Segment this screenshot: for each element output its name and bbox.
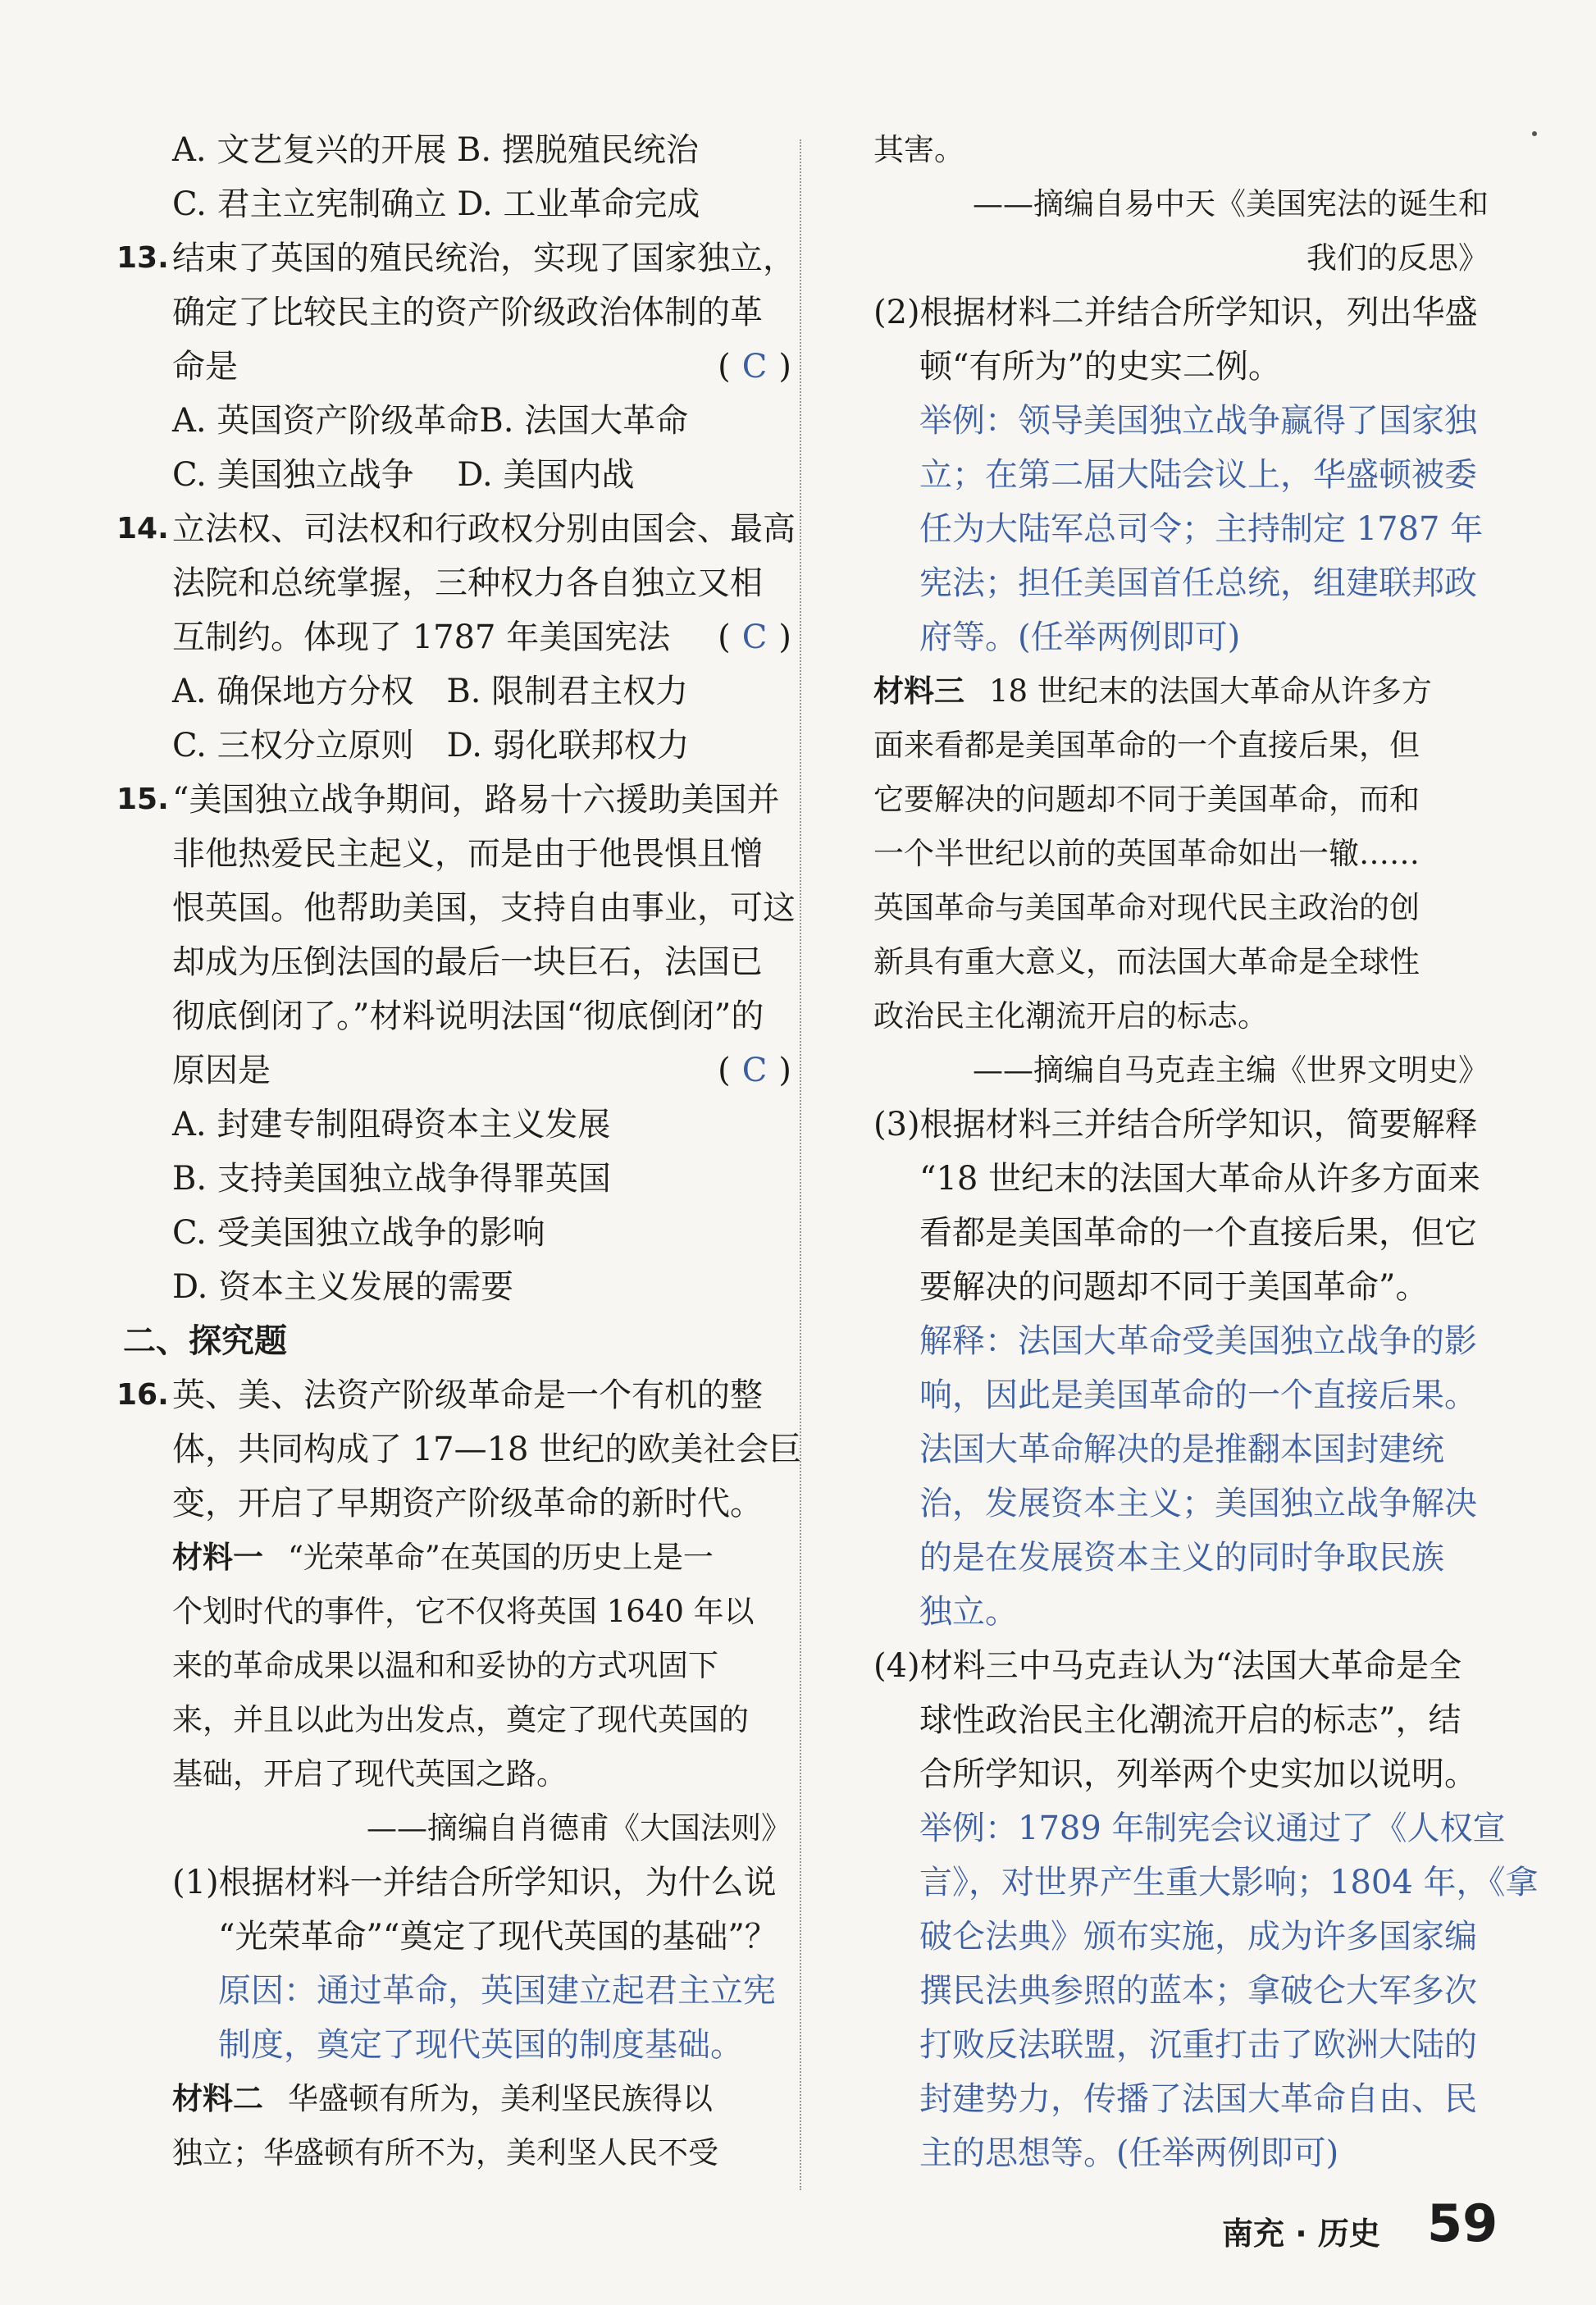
choice-answer: C	[741, 618, 768, 656]
text-line	[873, 1314, 1489, 1368]
line-text: 变，开启了早期资产阶级革命的新时代。	[172, 1485, 763, 1522]
text-line	[116, 1368, 791, 1422]
line-text: 一个半世纪以前的英国革命如出一辙……	[873, 836, 1420, 871]
text-line	[873, 719, 1489, 773]
text-line	[873, 1801, 1506, 1855]
line-text: 我们的反思》	[1306, 240, 1489, 276]
text-line	[873, 1531, 1489, 1585]
scan-dot	[1532, 131, 1537, 136]
answer-text: 府等。(任举两例即可)	[919, 618, 1241, 656]
line-text: “光荣革命”“奠定了现代英国的基础”？	[218, 1918, 777, 1956]
text-line	[873, 1964, 1489, 2018]
line-text: 英国革命与美国革命对现代民主政治的创	[873, 890, 1420, 925]
answer-text: 举例：领导美国独立战争赢得了国家独	[919, 402, 1477, 440]
answer-text: 解释：法国大革命受美国独立战争的影	[919, 1322, 1477, 1360]
text-line	[123, 989, 791, 1043]
line-text: 个划时代的事件，它不仅将英国 1640 年以	[172, 1594, 755, 1629]
line-text: 彻底倒闭了。”材料说明法国“彻底倒闭”的	[172, 997, 764, 1035]
line-text: C. 君主立宪制确立 D. 工业革命完成	[172, 185, 700, 223]
text-line	[123, 556, 791, 610]
text-line	[873, 935, 1489, 989]
answer-text: 宪法；担任美国首任总统，组建联邦政	[919, 564, 1477, 602]
material-label: 材料二	[172, 2081, 263, 2116]
text-line	[873, 1693, 1489, 1747]
question-number: 14.	[116, 512, 169, 545]
text-line	[123, 394, 791, 448]
text-line	[873, 502, 1489, 556]
text-line	[123, 1314, 791, 1368]
text-line	[873, 1043, 1489, 1098]
answer-bracket: ( C )	[718, 1052, 791, 1089]
text-line	[123, 1531, 791, 1585]
text-line	[873, 1910, 1489, 1964]
text-line	[873, 827, 1489, 881]
text-line	[873, 2072, 1489, 2126]
material-label: 材料一	[172, 1540, 263, 1575]
line-text: 法院和总统掌握，三种权力各自独立又相	[172, 564, 763, 602]
line-text: 却成为压倒法国的最后一块巨石，法国已	[172, 943, 763, 981]
text-line	[873, 448, 1489, 502]
text-line	[123, 1152, 791, 1206]
line-text: D. 资本主义发展的需要	[172, 1268, 514, 1306]
text-line	[873, 123, 1489, 177]
line-text: 原因是	[172, 1052, 271, 1089]
text-line	[873, 1585, 1489, 1639]
text-line	[873, 1747, 1489, 1801]
line-text: “18 世纪末的法国大革命从许多方面来	[919, 1160, 1481, 1198]
answer-text: 言》，对世界产生重大影响；1804 年，《拿	[919, 1864, 1539, 1901]
answer-text: 撰民法典参照的蓝本；拿破仑大军多次	[919, 1972, 1477, 2010]
line-text: (4)材料三中马克垚认为“法国大革命是全	[873, 1647, 1462, 1685]
text-line	[873, 1260, 1489, 1314]
line-text: ——摘编自易中天《美国宪法的诞生和	[973, 186, 1489, 221]
answer-text: 举例：1789 年制宪会议通过了《人权宣	[919, 1810, 1506, 1847]
line-text: 来，并且以此为出发点，奠定了现代英国的	[172, 1702, 749, 1737]
line-text: 独立；华盛顿有所不为，美利坚人民不受	[172, 2135, 718, 2170]
line-text: 来的革命成果以温和和妥协的方式巩固下	[172, 1648, 718, 1683]
answer-text: 封建势力，传播了法国大革命自由、民	[919, 2080, 1477, 2118]
text-line	[123, 1910, 791, 1964]
text-line	[123, 1206, 791, 1260]
line-text: A. 英国资产阶级革命B. 法国大革命	[172, 402, 689, 440]
question-number: 13.	[116, 241, 169, 275]
text-line	[873, 177, 1489, 231]
choice-answer: C	[741, 1052, 768, 1089]
text-line	[123, 2018, 791, 2072]
line-text: (2)根据材料二并结合所学知识，列出华盛	[873, 294, 1478, 331]
text-line	[123, 1801, 791, 1855]
answer-bracket: ( C )	[718, 618, 791, 656]
line-text: 体，共同构成了 17—18 世纪的欧美社会巨	[172, 1431, 802, 1468]
text-line	[873, 2018, 1489, 2072]
line-text: 它要解决的问题却不同于美国革命，而和	[873, 782, 1420, 817]
text-line	[123, 1747, 791, 1801]
text-line	[873, 881, 1489, 935]
text-line	[873, 989, 1489, 1043]
text-line	[873, 1422, 1489, 1477]
line-text: 球性政治民主化潮流开启的标志”，结	[919, 1701, 1461, 1739]
line-text: 要解决的问题却不同于美国革命”。	[919, 1268, 1429, 1306]
line-text: 其害。	[873, 132, 964, 167]
text-line	[873, 231, 1489, 285]
line-text: 二、探究题	[123, 1322, 287, 1360]
text-line	[873, 610, 1489, 664]
text-line	[123, 448, 791, 502]
text-line	[873, 1368, 1489, 1422]
text-line	[123, 1639, 791, 1693]
text-line	[873, 1206, 1489, 1260]
line-text: “美国独立战争期间，路易十六援助美国并	[172, 781, 780, 819]
text-line	[123, 610, 791, 664]
choice-answer: C	[741, 348, 768, 386]
line-text: 非他热爱民主起义，而是由于他畏惧且憎	[172, 835, 763, 873]
question-number: 16.	[116, 1378, 169, 1412]
line-text: ——摘编自肖德甫《大国法则》	[367, 1810, 791, 1846]
line-text: 合所学知识，列举两个史实加以说明。	[919, 1755, 1477, 1793]
text-line	[116, 502, 796, 556]
answer-bracket: ( C )	[718, 348, 791, 386]
line-text: (3)根据材料三并结合所学知识，简要解释	[873, 1106, 1478, 1143]
right-column	[873, 123, 1539, 2180]
answer-text: 打败反法联盟，沉重打击了欧洲大陆的	[919, 2026, 1477, 2064]
text-line	[123, 1477, 791, 1531]
answer-text: 治，发展资本主义；美国独立战争解决	[919, 1485, 1477, 1522]
line-text: 命是	[172, 348, 238, 386]
text-line	[123, 935, 791, 989]
answer-text: 主的思想等。(任举两例即可)	[919, 2134, 1339, 2172]
answer-text: 的是在发展资本主义的同时争取民族	[919, 1539, 1444, 1577]
column-divider	[800, 139, 801, 2190]
text-line	[873, 773, 1489, 827]
line-text: A. 封建专制阻碍资本主义发展	[172, 1106, 611, 1143]
line-text: 恨英国。他帮助美国，支持自由事业，可这	[172, 889, 796, 927]
text-line	[123, 177, 791, 231]
line-text: 华盛顿有所为，美利坚民族得以	[288, 2081, 713, 2116]
line-text: 互制约。体现了 1787 年美国宪法	[172, 618, 671, 656]
line-text: 看都是美国革命的一个直接后果，但它	[919, 1214, 1477, 1252]
line-text: 面来看都是美国革命的一个直接后果，但	[873, 728, 1420, 763]
answer-text: 制度，奠定了现代英国的制度基础。	[218, 2026, 743, 2064]
text-line	[873, 556, 1489, 610]
answer-text: 独立。	[919, 1593, 1018, 1631]
line-text: 立法权、司法权和行政权分别由国会、最高	[172, 510, 796, 548]
answer-text: 立；在第二届大陆会议上，华盛顿被委	[919, 456, 1477, 494]
text-line	[123, 2126, 791, 2180]
answer-text: 任为大陆军总司令；主持制定 1787 年	[919, 510, 1484, 548]
text-line	[123, 2072, 791, 2126]
answer-text: 响，因此是美国革命的一个直接后果。	[919, 1376, 1477, 1414]
answer-text: 法国大革命解决的是推翻本国封建统	[919, 1431, 1444, 1468]
text-line	[123, 1585, 791, 1639]
line-text: C. 受美国独立战争的影响	[172, 1214, 545, 1252]
text-line	[873, 2126, 1489, 2180]
line-text: 结束了英国的殖民统治，实现了国家独立，	[172, 240, 796, 277]
text-line	[873, 664, 1489, 719]
text-line	[873, 394, 1489, 448]
line-text: “光荣革命”在英国的历史上是一	[288, 1540, 714, 1575]
line-text: 英、美、法资产阶级革命是一个有机的整	[172, 1376, 763, 1414]
line-text: A. 确保地方分权 B. 限制君主权力	[172, 673, 689, 710]
line-text: 18 世纪末的法国大革命从许多方	[989, 673, 1432, 709]
text-line	[873, 1477, 1489, 1531]
text-line	[123, 340, 791, 394]
text-line	[123, 1260, 791, 1314]
answer-text: 原因：通过革命，英国建立起君主立宪	[218, 1972, 776, 2010]
text-line	[123, 827, 791, 881]
material-label: 材料三	[873, 673, 964, 709]
line-text: A. 文艺复兴的开展 B. 摆脱殖民统治	[172, 131, 699, 169]
line-text: B. 支持美国独立战争得罪英国	[172, 1160, 611, 1198]
question-number: 15.	[116, 783, 169, 816]
text-line	[873, 1639, 1489, 1693]
line-text: ——摘编自马克垚主编《世界文明史》	[973, 1052, 1489, 1088]
text-line	[116, 231, 796, 285]
line-text: 顿“有所为”的史实二例。	[919, 348, 1281, 386]
text-line	[123, 1043, 791, 1098]
text-line	[123, 1855, 791, 1910]
text-line	[123, 719, 791, 773]
text-line	[123, 285, 791, 340]
text-line	[873, 340, 1489, 394]
left-column	[116, 123, 802, 2180]
line-text: C. 三权分立原则 D. 弱化联邦权力	[172, 727, 690, 765]
text-line	[123, 1964, 791, 2018]
text-line	[123, 664, 791, 719]
line-text: 基础，开启了现代英国之路。	[172, 1756, 567, 1792]
text-line	[873, 1152, 1489, 1206]
text-line	[123, 1098, 791, 1152]
line-text: 新具有重大意义，而法国大革命是全球性	[873, 944, 1420, 979]
text-line	[873, 1098, 1489, 1152]
text-line	[123, 1693, 791, 1747]
text-line	[116, 773, 791, 827]
line-text: 政治民主化潮流开启的标志。	[873, 998, 1268, 1034]
text-line	[123, 1422, 802, 1477]
footer-label: 南充 · 历史	[1222, 2216, 1380, 2252]
page-number: 59	[1427, 2193, 1498, 2253]
text-line	[123, 881, 796, 935]
text-line	[873, 1855, 1539, 1910]
line-text: 确定了比较民主的资产阶级政治体制的革	[172, 294, 763, 331]
page-footer	[1222, 2190, 1498, 2256]
line-text: (1)根据材料一并结合所学知识，为什么说	[172, 1864, 777, 1901]
answer-text: 破仑法典》颁布实施，成为许多国家编	[919, 1918, 1477, 1956]
text-line	[123, 123, 791, 177]
line-text: C. 美国独立战争 D. 美国内战	[172, 456, 635, 494]
text-line	[873, 285, 1489, 340]
